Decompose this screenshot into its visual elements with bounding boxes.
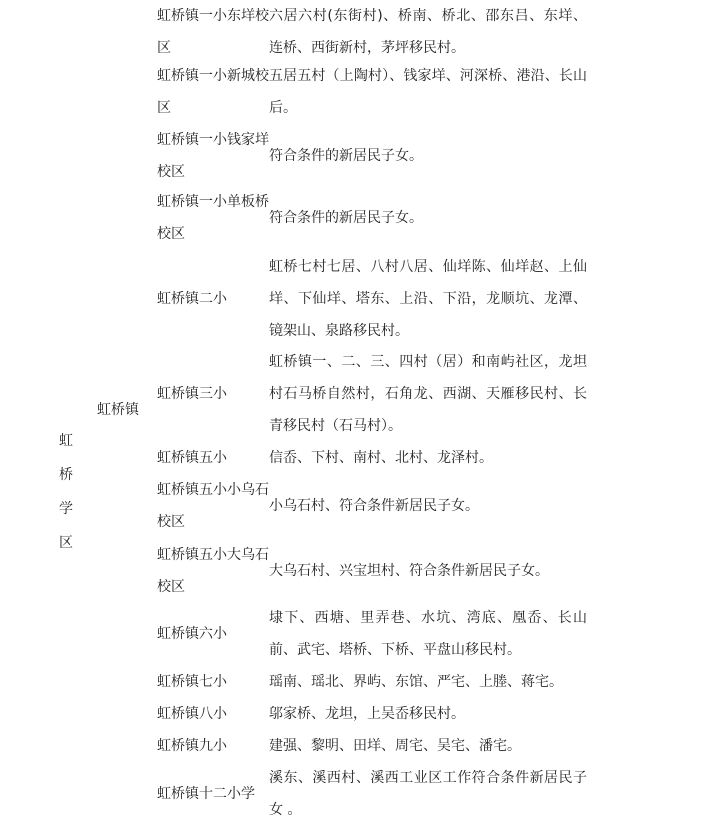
town-label: 虹桥镇	[97, 402, 139, 418]
school-name: 虹桥镇八小	[157, 706, 227, 722]
district-char: 区	[59, 535, 73, 551]
enrollment-area: 虹桥七村七居、八村八居、仙垟陈、仙垟赵、上仙垟、下仙垟、塔东、上沿、下沿，龙顺坑、龙潭、镜架山、泉路移民村。	[269, 259, 587, 339]
table-row	[157, 666, 597, 698]
table-row	[157, 730, 597, 762]
table-row	[157, 698, 597, 730]
table-row	[157, 539, 597, 603]
table-row	[157, 60, 597, 124]
school-name: 虹桥镇一小钱家垟校区	[157, 132, 269, 180]
table-row	[157, 762, 597, 826]
table-row	[157, 346, 597, 442]
enrollment-area: 大乌石村、兴宝坦村、符合条件新居民子女。	[269, 563, 549, 579]
enrollment-area: 六居六村(东街村)、桥南、桥北、邵东吕、东垟、连桥、西街新村，茅坪移民村。	[269, 8, 587, 56]
school-name: 虹桥镇五小大乌石校区	[157, 547, 269, 595]
enrollment-area: 瑶南、瑶北、界屿、东馆、严宅、上塍、蒋宅。	[269, 674, 563, 690]
enrollment-area: 小乌石村、符合条件新居民子女。	[269, 498, 479, 514]
school-name: 虹桥镇七小	[157, 674, 227, 690]
table-row	[157, 251, 597, 347]
school-name: 虹桥镇一小新城校区	[157, 68, 269, 116]
enrollment-area: 邬家桥、龙坦，上吴岙移民村。	[269, 706, 465, 722]
table-row	[157, 602, 597, 666]
school-name: 虹桥镇二小	[157, 291, 227, 307]
school-name: 虹桥镇五小	[157, 450, 227, 466]
district-char: 学	[59, 501, 73, 517]
school-name: 虹桥镇十二小学	[157, 786, 255, 802]
school-name: 虹桥镇三小	[157, 386, 227, 402]
enrollment-area: 信岙、下村、南村、北村、龙泽村。	[269, 450, 493, 466]
district-label	[56, 424, 76, 560]
school-name: 虹桥镇六小	[157, 626, 227, 642]
enrollment-area: 溪东、溪西村、溪西工业区工作符合条件新居民子女 。	[269, 770, 587, 818]
enrollment-area: 建强、黎明、田垟、周宅、吴宅、潘宅。	[269, 738, 521, 754]
table-row	[157, 474, 597, 538]
school-name: 虹桥镇五小小乌石校区	[157, 482, 269, 530]
enrollment-area: 符合条件的新居民子女。	[269, 210, 423, 226]
enrollment-area: 五居五村（上陶村）、钱家垟、河深桥、港沿、长山后。	[269, 68, 587, 116]
enrollment-area: 埭下、西塘、里弄巷、水坑、湾底、凰岙、长山前、武宅、塔桥、下桥、平盘山移民村。	[269, 610, 587, 658]
school-name: 虹桥镇一小单板桥校区	[157, 194, 269, 242]
enrollment-area: 虹桥镇一、二、三、四村（居）和南屿社区，龙坦村石马桥自然村，石角龙、西湖、天雁移民村、长青移民村（石马村）。	[269, 354, 587, 434]
table-row	[157, 124, 597, 188]
district-char: 虹	[59, 433, 73, 449]
table-row	[157, 0, 597, 64]
table-row	[157, 186, 597, 250]
school-name: 虹桥镇一小东垟校区	[157, 8, 269, 56]
school-name: 虹桥镇九小	[157, 738, 227, 754]
enrollment-area: 符合条件的新居民子女。	[269, 148, 423, 164]
district-char: 桥	[59, 467, 73, 483]
table-row	[157, 442, 597, 474]
